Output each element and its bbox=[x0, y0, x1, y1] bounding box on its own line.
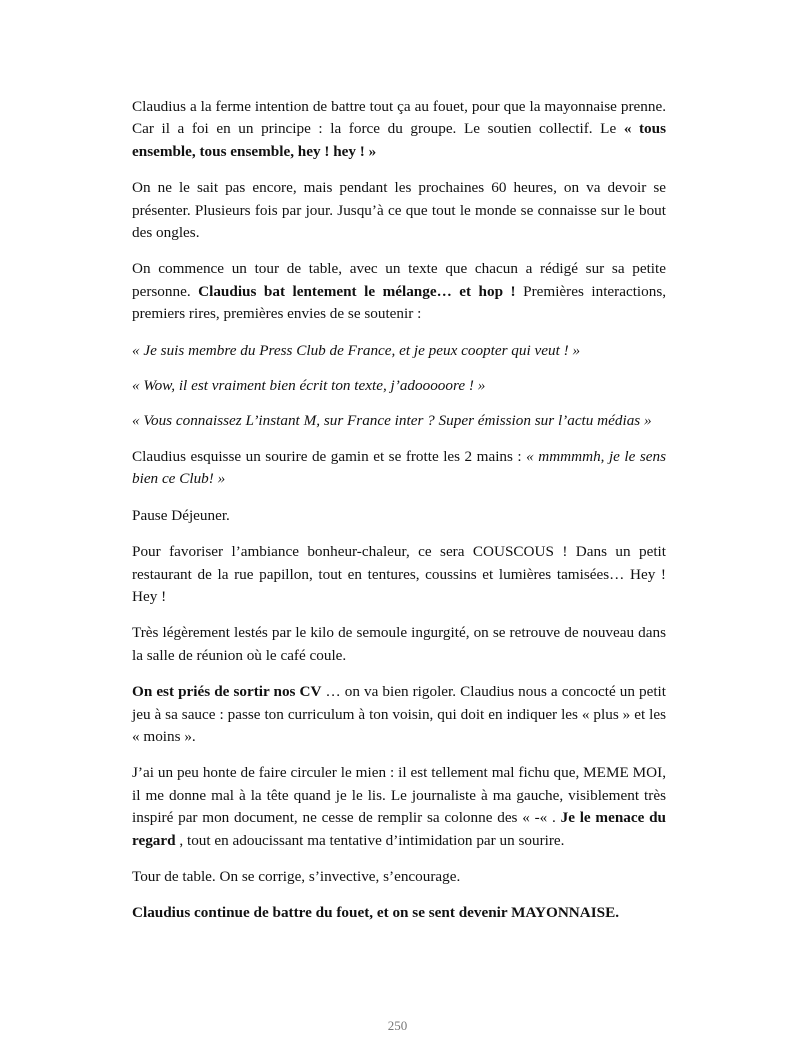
paragraph-9-text-a: J’ai un peu honte de faire circuler le mien : il est tellement mal fichu que, MEME MOI, il me donne mal à la tête quand je le lis. Le journaliste à ma gauche, visiblement très inspiré par mon document, ne cesse de remplir sa colonne des « -« . bbox=[132, 764, 666, 827]
paragraph-3-text-b: Premières interactions, premiers rires, premières envies de se soutenir : bbox=[132, 282, 667, 323]
paragraph-3-text-a: On commence un tour de table, avec un texte que chacun a rédigé sur sa petite personne. bbox=[132, 260, 666, 300]
paragraph-9-text-b: , tout en adoucissant ma tentative d’intimidation par un sourire. bbox=[179, 831, 565, 849]
paragraph-5: Pause Déjeuner. bbox=[132, 506, 230, 524]
paragraph-3 bbox=[132, 258, 666, 325]
page-body bbox=[132, 96, 666, 939]
page-number: 250 bbox=[387, 1018, 408, 1033]
paragraph-6: Pour favoriser l’ambiance bonheur-chaleur, ce sera COUSCOUS ! Dans un petit restaurant de la rue papillon, tout en tentures, coussins et lumières tamisées… Hey ! Hey ! bbox=[132, 543, 666, 605]
paragraph-1 bbox=[132, 96, 666, 163]
paragraph-11-bold: Claudius continue de battre du fouet, et on se sent devenir MAYONNAISE. bbox=[132, 904, 620, 922]
quote-1: « Je suis membre du Press Club de France, et je peux coopter qui veut ! » bbox=[132, 341, 581, 359]
quote-3: « Vous connaissez L’instant M, sur France inter ? Super émission sur l’actu médias » bbox=[132, 412, 652, 430]
paragraph-8-bold: On est priés de sortir nos CV bbox=[132, 683, 322, 701]
paragraph-9 bbox=[132, 762, 666, 852]
paragraph-11 bbox=[132, 902, 666, 924]
paragraph-1-text: Claudius a la ferme intention de battre tout ça au fouet, pour que la mayonnaise prenne. Car il a foi en un principe : la force du groupe. Le soutien collectif. Le bbox=[132, 98, 666, 138]
paragraph-4-text: Claudius esquisse un sourire de gamin et se frotte les 2 mains : bbox=[132, 447, 522, 465]
paragraph-1-slogan: « tous ensemble, tous ensemble, hey ! hey ! » bbox=[132, 120, 667, 160]
paragraph-4-quote: « mmmmmh, je le sens bien ce Club! » bbox=[132, 447, 667, 488]
paragraph-8 bbox=[132, 681, 666, 748]
paragraph-8-text: … on va bien rigoler. Claudius nous a concocté un petit jeu à sa sauce : passe ton curriculum à ton voisin, qui doit en indiquer les « plus » et les « moins ». bbox=[132, 683, 666, 745]
paragraph-7: Très légèrement lestés par le kilo de semoule ingurgité, on se retrouve de nouveau dans la salle de réunion où le café coule. bbox=[132, 624, 666, 664]
paragraph-3-bold: Claudius bat lentement le mélange… et hop ! bbox=[198, 282, 516, 300]
paragraph-9-bold: Je le menace du regard bbox=[132, 809, 666, 849]
paragraph-2: On ne le sait pas encore, mais pendant les prochaines 60 heures, on va devoir se présenter. Plusieurs fois par jour. Jusqu’à ce que tout le monde se connaisse sur le bout des ongles. bbox=[132, 179, 666, 242]
paragraph-10: Tour de table. On se corrige, s’invective, s’encourage. bbox=[132, 867, 461, 885]
quote-2: « Wow, il est vraiment bien écrit ton texte, j’adooooore ! » bbox=[132, 377, 486, 395]
paragraph-4 bbox=[132, 446, 666, 491]
